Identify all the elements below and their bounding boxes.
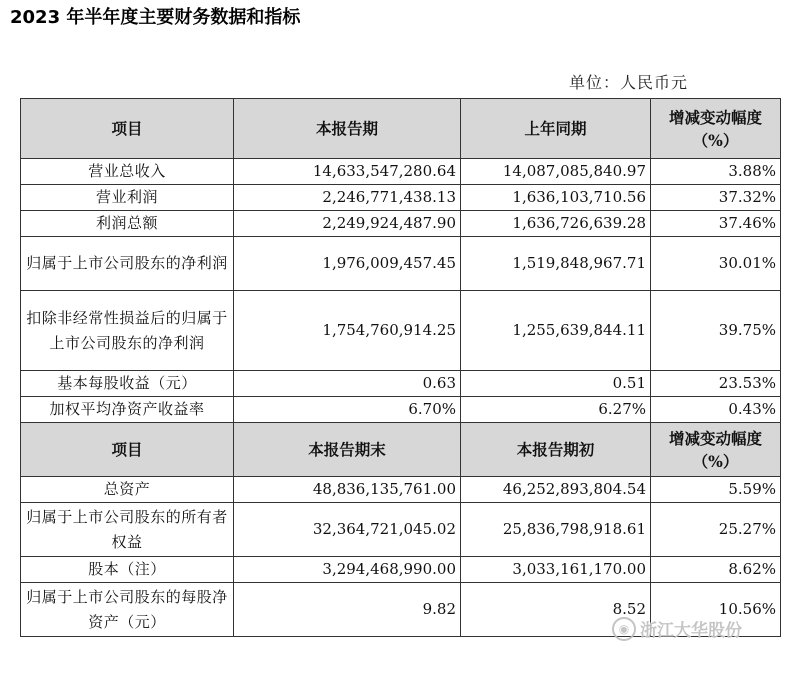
row-change: 25.27% [651,503,781,557]
table-row [21,557,781,583]
table2-header-change-label: 增减变动幅度 [668,428,762,448]
row-current: 14,633,547,280.64 [234,159,461,185]
row-previous: 8.52 [461,583,651,637]
row-current: 32,364,721,045.02 [234,503,461,557]
table1-header-item: 项目 [21,99,234,159]
table-row [21,237,781,291]
row-change: 39.75% [651,291,781,371]
row-previous: 25,836,798,918.61 [461,503,651,557]
watermark-text: 浙江大华股份 [640,621,742,641]
row-item: 营业总收入 [21,159,234,185]
row-item: 营业利润 [21,185,234,211]
table2-header-row [21,423,781,477]
row-item: 利润总额 [21,211,234,237]
row-item: 基本每股收益（元） [21,371,234,397]
row-previous: 6.27% [461,397,651,423]
row-current: 1,754,760,914.25 [234,291,461,371]
table1-header-change-unit: （%） [692,130,739,150]
row-current: 6.70% [234,397,461,423]
row-item: 扣除非经常性损益后的归属于上市公司股东的净利润 [21,291,234,371]
table2-header-change-unit: （%） [692,451,739,471]
row-current: 2,246,771,438.13 [234,185,461,211]
row-current: 9.82 [234,583,461,637]
table-row [21,159,781,185]
table1-header-change-label: 增减变动幅度 [668,107,762,127]
row-item: 加权平均净资产收益率 [21,397,234,423]
row-item: 总资产 [21,477,234,503]
table2-header-current: 本报告期末 [234,423,461,477]
row-change: 0.43% [651,397,781,423]
table1-header-current: 本报告期 [234,99,461,159]
table2-header-change [651,423,781,477]
row-item: 归属于上市公司股东的净利润 [21,237,234,291]
row-change: 37.46% [651,211,781,237]
row-previous: 1,636,726,639.28 [461,211,651,237]
row-current: 2,249,924,487.90 [234,211,461,237]
table2-header-previous: 本报告期初 [461,423,651,477]
row-previous: 1,255,639,844.11 [461,291,651,371]
row-change: 23.53% [651,371,781,397]
row-change: 5.59% [651,477,781,503]
row-item: 股本（注） [21,557,234,583]
row-previous: 1,519,848,967.71 [461,237,651,291]
row-change: 37.32% [651,185,781,211]
financial-table [20,98,781,637]
table-row [21,185,781,211]
row-previous: 46,252,893,804.54 [461,477,651,503]
row-item: 归属于上市公司股东的所有者权益 [21,503,234,557]
row-current: 3,294,468,990.00 [234,557,461,583]
watermark [612,616,742,641]
table-row [21,503,781,557]
weibo-logo-icon: ◉ [612,617,636,641]
row-item: 归属于上市公司股东的每股净资产（元） [21,583,234,637]
table1-header-change [651,99,781,159]
row-change: 3.88% [651,159,781,185]
row-previous: 3,033,161,170.00 [461,557,651,583]
row-change: 10.56% [651,583,781,637]
row-change: 8.62% [651,557,781,583]
row-previous: 1,636,103,710.56 [461,185,651,211]
table1-header-row [21,99,781,159]
table-row [21,291,781,371]
row-current: 0.63 [234,371,461,397]
row-current: 1,976,009,457.45 [234,237,461,291]
page-title: 2023 年半年度主要财务数据和指标 [10,7,301,28]
row-previous: 0.51 [461,371,651,397]
unit-label: 单位：人民币元 [569,73,689,92]
row-previous: 14,087,085,840.97 [461,159,651,185]
table-row [21,211,781,237]
table-row [21,371,781,397]
table-row [21,397,781,423]
table2-header-item: 项目 [21,423,234,477]
row-change: 30.01% [651,237,781,291]
row-current: 48,836,135,761.00 [234,477,461,503]
table-row [21,477,781,503]
table1-header-previous: 上年同期 [461,99,651,159]
